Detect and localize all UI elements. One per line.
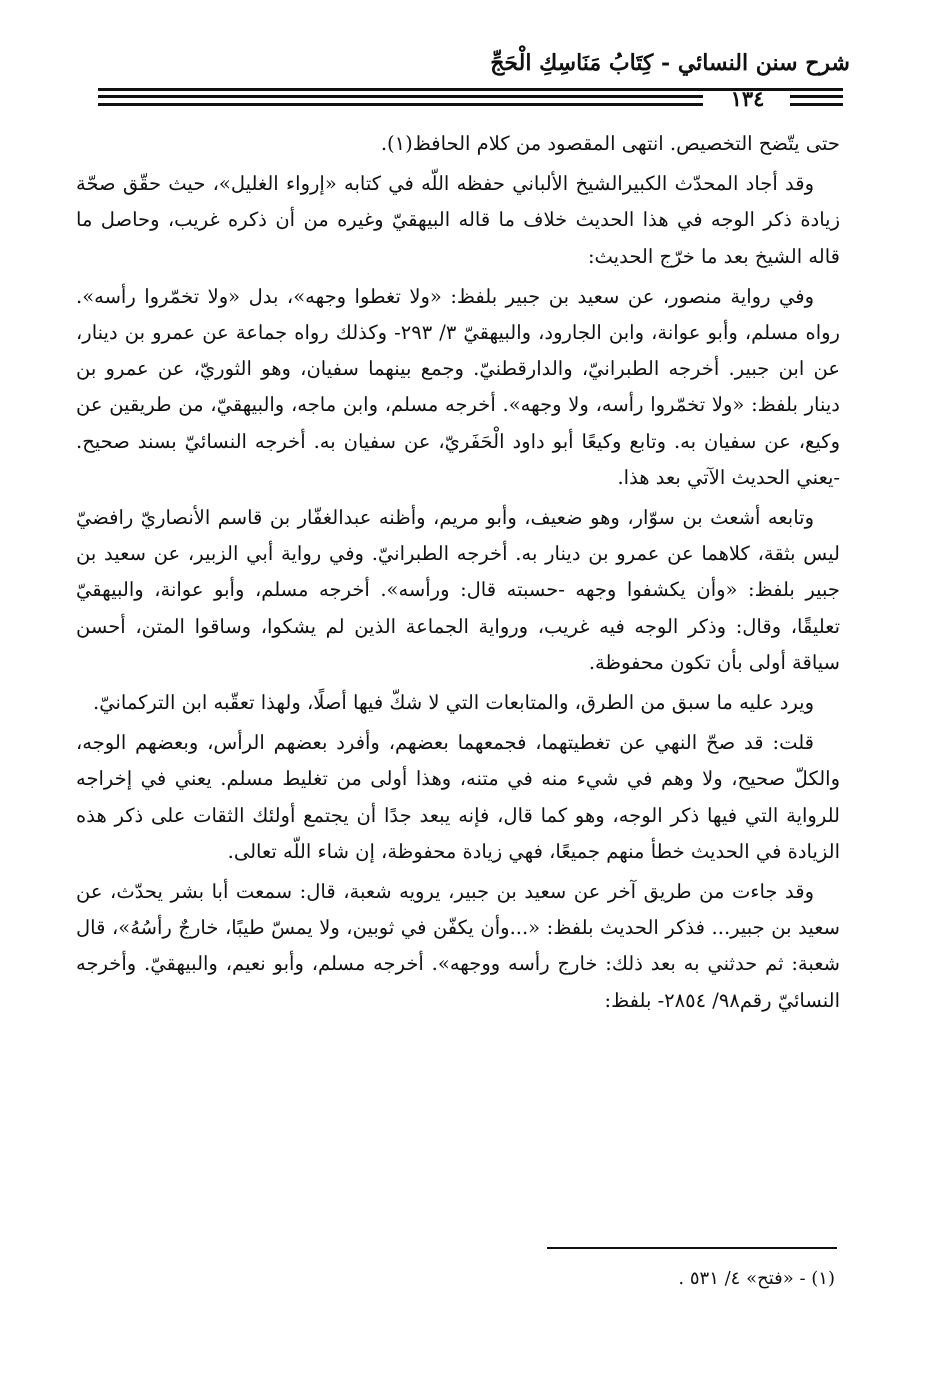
page-number: ١٣٤ (730, 86, 765, 111)
paragraph: قلت: قد صحّ النهي عن تغطيتهما، فجمعهما بعضهم، وأفرد بعضهم الرأس، وبعضهم الوجه، والكلّ صحيح، ولا وهم في شيء منه في متنه، وهذا أولى من تغليط مسلم. يعني في إخراجه للرواية التي فيها ذكر الوجه، وهو كما قال، فإنه يبعد جدًا أن يجتمع أولئك الثقات على ذكر هذه الزيادة في الحديث خطأ منهم جميعًا، فهي زيادة محفوظة، إن شاء اللّه تعالى. (76, 731, 840, 863)
header-rule (790, 103, 843, 106)
footnote-separator (547, 1247, 837, 1249)
header-rule (98, 103, 703, 106)
paragraph: ويرد عليه ما سبق من الطرق، والمتابعات التي لا شكّ فيها أصلًا، ولهذا تعقّبه ابن التركمانيّ. (93, 691, 814, 715)
body-text (76, 126, 840, 1226)
paragraph: وقد أجاد المحدّث الكبيرالشيخ الألباني حفظه اللّه في كتابه «إرواء الغليل»، حيث حقّق صحّة زيادة ذكر الوجه في هذا الحديث خلاف ما قاله البيهقيّ وغيره من أن ذكره غريب، وحاصل ما قاله الشيخ بعد ما خرّج الحديث: (76, 172, 840, 268)
paragraph: وفي رواية منصور، عن سعيد بن جبير بلفظ: «ولا تغطوا وجهه»، بدل «ولا تخمّروا رأسه». رواه مسلم، وأبو عوانة، وابن الجارود، والبيهقيّ ٣/ ٢٩٣- وكذلك رواه جماعة عن عمرو بن دينار، عن ابن جبير. أخرجه الطبرانيّ، والدارقطنيّ. وجمع بينهما سفيان، وهو الثوريّ، عن عمرو بن دينار بلفظ: «ولا تخمّروا رأسه، ولا وجهه». أخرجه مسلم، وابن ماجه، والبيهقيّ، من طريقين عن وكيع، عن سفيان به. وتابع وكيعًا أبو داود الْحَفَريّ، عن سفيان به. أخرجه النسائيّ بسند صحيح. -يعني الحديث الآتي بعد هذا. (76, 284, 840, 489)
footnote: (١) - «فتح» ٤/ ٥٣١ . (678, 1268, 835, 1289)
running-title: شرح سنن النسائي - كِتَابُ مَنَاسِكِ الْحَجِّ (490, 50, 850, 76)
paragraph: وقد جاءت من طريق آخر عن سعيد بن جبير، يرويه شعبة، قال: سمعت أبا بشر يحدّث، عن سعيد بن جبير... فذكر الحديث بلفظ: «...وأن يكفّن في ثوبين، ولا يمسّ طيبًا، خارجٌ رأسُهُ»، قال شعبة: ثم حدثني به بعد ذلك: خارج رأسه ووجهه». أخرجه مسلم، وأبو نعيم، والبيهقيّ. وأخرجه النسائيّ رقم٩٨/ ٢٨٥٤- بلفظ: (76, 880, 840, 1012)
header-rule (790, 95, 843, 98)
paragraph: وتابعه أشعث بن سوّار، وهو ضعيف، وأبو مريم، وأظنه عبدالغفّار بن قاسم الأنصاريّ رافضيّ ليس بثقة، كلاهما عن عمرو بن دينار به. أخرجه الطبرانيّ. وفي رواية أبي الزبير، عن سعيد بن جبير بلفظ: «وأن يكشفوا وجهه -حسبته قال: ورأسه». أخرجه مسلم، وأبو عوانة، والبيهقيّ تعليقًا، وقال: وذكر الوجه فيه غريب، ورواية الجماعة الذين لم يشكوا، وساقوا المتن، أحسن سياقة أولى بأن تكون محفوظة. (76, 506, 840, 674)
header-rule (98, 95, 703, 98)
paragraph: حتى يتّضح التخصيص. انتهى المقصود من كلام الحافظ(١). (380, 132, 840, 155)
